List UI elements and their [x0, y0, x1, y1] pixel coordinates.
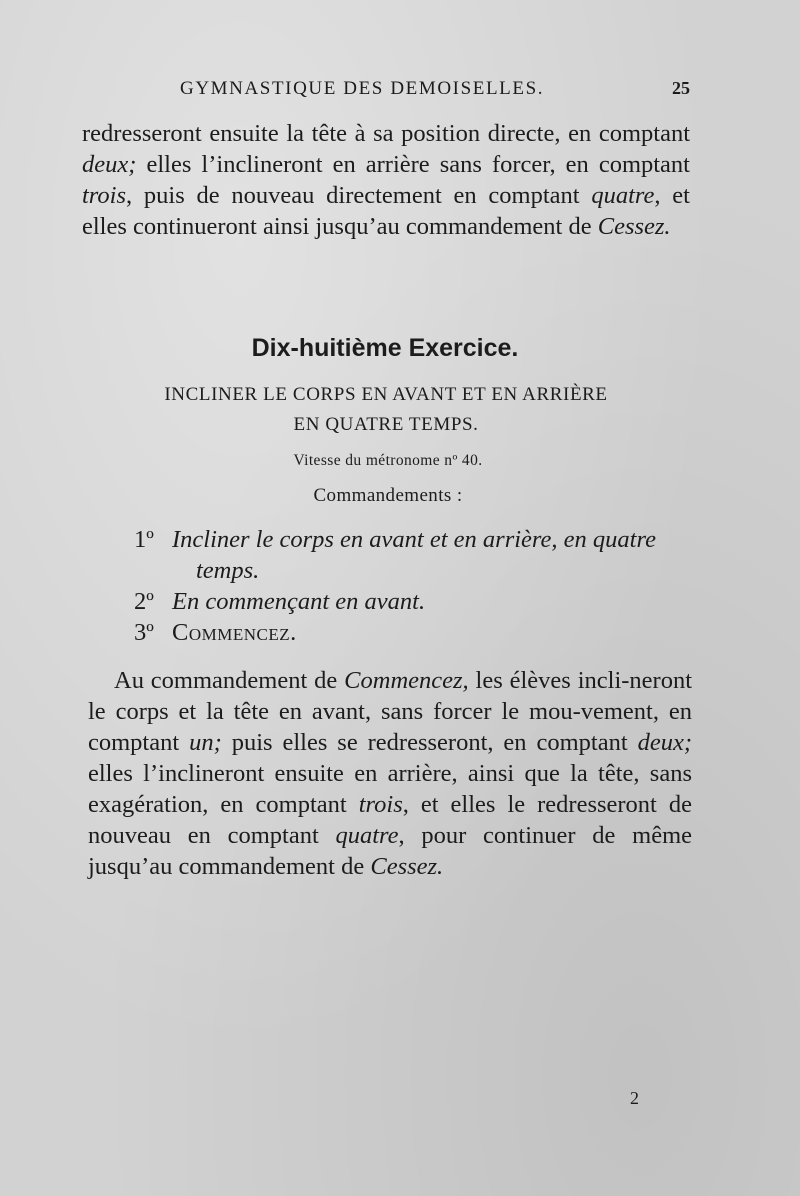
- command-text: En commençant en avant.: [172, 588, 426, 615]
- page-header: [180, 78, 690, 106]
- command-text: Commencez.: [172, 619, 297, 646]
- commands-heading: Commandements :: [313, 485, 463, 506]
- paragraph-instructions: [88, 665, 692, 882]
- command-number: 1º: [134, 526, 154, 553]
- paragraph-text: redresseront ensuite la tête à sa position directe, en comptant deux; elles l’inclineront en arrière sans forcer, en comptant trois, puis de nouveau directement en comptant quatre, et elles continueront ainsi jusqu’au commandement de Cessez.: [82, 120, 690, 240]
- running-title: GYMNASTIQUE DES DEMOISELLES.: [180, 78, 545, 99]
- commands-list: [134, 524, 694, 648]
- command-number: 2º: [134, 588, 154, 615]
- exercise-subtitle-line2: EN QUATRE TEMPS.: [293, 414, 479, 435]
- command-text-continuation: temps.: [196, 557, 260, 584]
- command-item: [134, 617, 694, 648]
- command-text: Incliner le corps en avant et en arrière, en quatre: [172, 526, 656, 553]
- exercise-title: Dix-huitième Exercice.: [251, 334, 519, 362]
- command-item: [134, 524, 694, 586]
- signature-mark: 2: [630, 1088, 639, 1108]
- paragraph-text: Au commandement de Commencez, les élèves incli-neront le corps et la tête en avant, sans forcer le mou-vement, en comptant un; puis elles se redresseront, en comptant deux; elles l’inclineront ensuite en arrière, ainsi que la tête, sans exagération, en comptant trois, et elles le redresseront de nouveau en comptant quatre, pour continuer de même jusqu’au commandement de Cessez.: [88, 667, 693, 880]
- exercise-subtitle-line1: INCLINER LE CORPS EN AVANT ET EN ARRIÈRE: [164, 384, 608, 405]
- command-item: [134, 586, 694, 617]
- metronome-tempo: Vitesse du métronome nº 40.: [293, 452, 483, 469]
- command-number: 3º: [134, 619, 154, 646]
- page-number: 25: [672, 78, 690, 98]
- paragraph-continuation: [82, 118, 690, 242]
